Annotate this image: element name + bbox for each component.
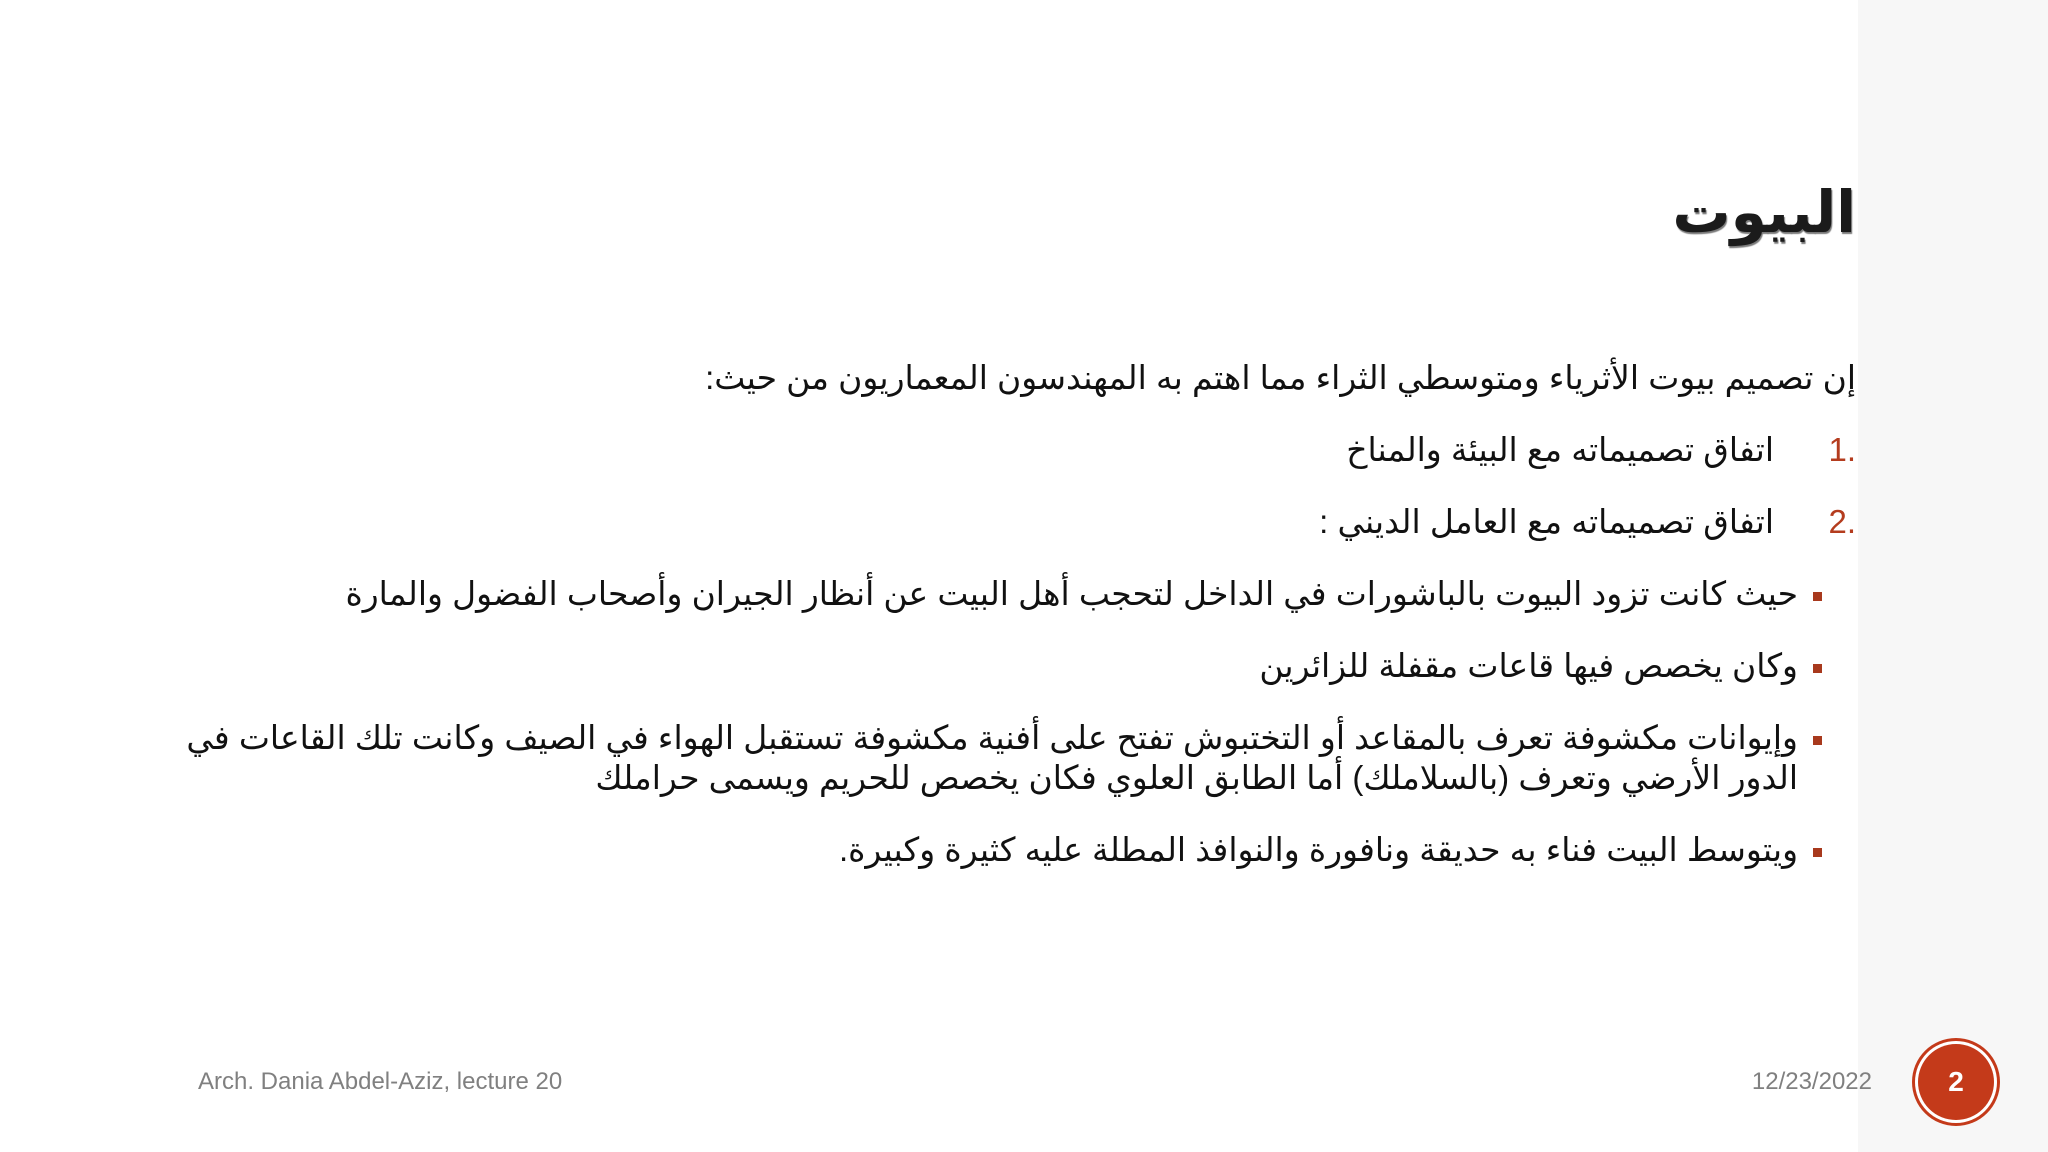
bullet-item xyxy=(156,574,1832,614)
list-number: .2 xyxy=(1828,503,1856,540)
square-bullet-icon xyxy=(1798,646,1832,686)
square-bullet-icon xyxy=(1798,574,1832,614)
page-number: 2 xyxy=(1948,1066,1964,1097)
numbered-item-text: اتفاق تصميماته مع البيئة والمناخ xyxy=(1346,431,1774,468)
slide-content xyxy=(156,358,1856,902)
bullet-item xyxy=(156,646,1832,686)
bullet-item-text: حيث كانت تزود البيوت بالباشورات في الداخل لتحجب أهل البيت عن أنظار الجيران وأصحاب الفضول والمارة xyxy=(345,575,1798,612)
footer-author: Arch. Dania Abdel-Aziz, lecture 20 xyxy=(198,1068,563,1095)
slide-title: البيوت xyxy=(1672,180,1856,245)
bullet-item-text: وإيوانات مكشوفة تعرف بالمقاعد أو التختبوش تفتح على أفنية مكشوفة تستقبل الهواء في الصيف وكانت تلك القاعات في الدور الأرضي وتعرف (بالسلاملك) أما الطابق العلوي فكان يخصص للحريم ويسمى حراملك xyxy=(186,719,1798,796)
intro-paragraph: إن تصميم بيوت الأثرياء ومتوسطي الثراء مما اهتم به المهندسون المعماريون من حيث: xyxy=(705,359,1856,396)
numbered-item xyxy=(156,502,1856,542)
page-number-badge xyxy=(1918,1044,1994,1120)
numbered-item-text: اتفاق تصميماته مع العامل الديني : xyxy=(1319,503,1774,540)
numbered-item xyxy=(156,430,1856,470)
list-number: .1 xyxy=(1828,431,1856,468)
bullet-item-text: ويتوسط البيت فناء به حديقة ونافورة والنوافذ المطلة عليه كثيرة وكبيرة. xyxy=(838,831,1798,868)
right-background-band xyxy=(1858,0,2048,1152)
bullet-item xyxy=(156,718,1832,798)
square-bullet-icon xyxy=(1798,718,1832,758)
bullet-item-text: وكان يخصص فيها قاعات مقفلة للزائرين xyxy=(1259,647,1798,684)
numbered-list xyxy=(156,430,1856,542)
bullet-item xyxy=(156,830,1832,870)
footer-date: 12/23/2022 xyxy=(1751,1068,1872,1095)
square-bullet-icon xyxy=(1798,830,1832,870)
bullet-list xyxy=(156,574,1856,870)
